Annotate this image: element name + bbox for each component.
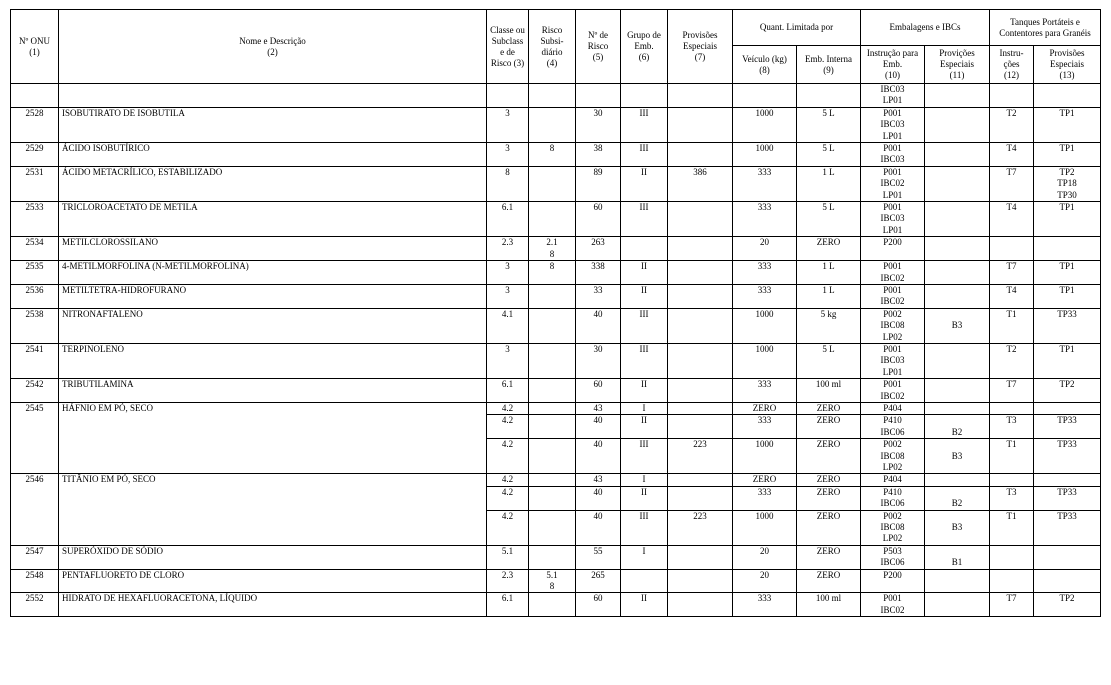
cell-numero-risco: 60 xyxy=(576,593,621,617)
cell-nome: HÁFNIO EM PÓ, SECO xyxy=(59,402,487,473)
cell-provisoes-especiais-13: TP33 xyxy=(1034,439,1101,474)
cell-risco-subsidiario xyxy=(529,343,576,378)
cell-veiculo xyxy=(733,84,797,108)
table-row xyxy=(11,593,1101,617)
cell-provisoes-especiais-13: TP1 xyxy=(1034,143,1101,167)
header-classe: Classe ou Subclass e de Risco (3) xyxy=(487,10,529,84)
cell-grupo: III xyxy=(621,202,668,237)
cell-instrucoes: T3 xyxy=(990,486,1034,510)
cell-numero-risco: 40 xyxy=(576,439,621,474)
cell-instrucoes: T4 xyxy=(990,284,1034,308)
cell-nome: PENTAFLUORETO DE CLORO xyxy=(59,569,487,593)
cell-grupo: III xyxy=(621,107,668,142)
cell-risco-subsidiario xyxy=(529,308,576,343)
cell-classe: 3 xyxy=(487,143,529,167)
cell-veiculo: 333 xyxy=(733,261,797,285)
cell-emb-interna: 1 L xyxy=(797,284,861,308)
cell-onu: 2545 xyxy=(11,402,59,473)
cell-provisoes xyxy=(668,84,733,108)
cell-veiculo: 333 xyxy=(733,202,797,237)
cell-instrucoes: T1 xyxy=(990,308,1034,343)
cell-instrucao: P200 xyxy=(861,569,925,593)
cell-onu: 2534 xyxy=(11,237,59,261)
table-row xyxy=(11,202,1101,237)
cell-classe: 2.3 xyxy=(487,237,529,261)
cell-classe: 4.2 xyxy=(487,474,529,486)
cell-emb-interna: 1 L xyxy=(797,166,861,201)
cell-emb-interna xyxy=(797,84,861,108)
cell-provisoes xyxy=(668,308,733,343)
cell-grupo: II xyxy=(621,486,668,510)
cell-emb-interna: ZERO xyxy=(797,510,861,545)
header-embalagens: Embalagens e IBCs xyxy=(861,10,990,46)
cell-risco-subsidiario xyxy=(529,402,576,414)
cell-instrucoes: T3 xyxy=(990,415,1034,439)
cell-grupo: III xyxy=(621,343,668,378)
cell-numero-risco: 265 xyxy=(576,569,621,593)
cell-classe: 4.2 xyxy=(487,402,529,414)
cell-classe: 5.1 xyxy=(487,545,529,569)
cell-instrucao: P410 IBC06 xyxy=(861,486,925,510)
cell-numero-risco: 40 xyxy=(576,486,621,510)
cell-classe: 6.1 xyxy=(487,379,529,403)
cell-veiculo: 333 xyxy=(733,593,797,617)
cell-nome: HIDRATO DE HEXAFLUORACETONA, LÍQUIDO xyxy=(59,593,487,617)
cell-grupo xyxy=(621,84,668,108)
cell-classe: 6.1 xyxy=(487,202,529,237)
cell-risco-subsidiario xyxy=(529,439,576,474)
cell-classe: 4.1 xyxy=(487,308,529,343)
cell-veiculo: 333 xyxy=(733,415,797,439)
cell-provisoes: 223 xyxy=(668,510,733,545)
cell-instrucao: P001 IBC02 xyxy=(861,379,925,403)
cell-provisoes-especiais-13 xyxy=(1034,84,1101,108)
cell-provicoes-especiais xyxy=(925,166,990,201)
cell-classe: 4.2 xyxy=(487,486,529,510)
cell-onu: 2529 xyxy=(11,143,59,167)
cell-numero-risco: 60 xyxy=(576,379,621,403)
cell-veiculo: 1000 xyxy=(733,107,797,142)
cell-onu: 2531 xyxy=(11,166,59,201)
cell-emb-interna: ZERO xyxy=(797,569,861,593)
cell-provicoes-especiais xyxy=(925,202,990,237)
cell-grupo: I xyxy=(621,474,668,486)
cell-grupo: III xyxy=(621,439,668,474)
cell-provisoes-especiais-13: TP1 xyxy=(1034,284,1101,308)
cell-onu: 2536 xyxy=(11,284,59,308)
cell-instrucao: P001 IBC02 xyxy=(861,261,925,285)
cell-numero-risco xyxy=(576,84,621,108)
table-row xyxy=(11,284,1101,308)
cell-onu: 2546 xyxy=(11,474,59,545)
table-row xyxy=(11,107,1101,142)
cell-instrucoes: T2 xyxy=(990,107,1034,142)
cell-provisoes-especiais-13 xyxy=(1034,474,1101,486)
cell-provisoes-especiais-13 xyxy=(1034,237,1101,261)
cell-instrucoes: T7 xyxy=(990,593,1034,617)
cell-instrucao: P200 xyxy=(861,237,925,261)
cell-numero-risco: 40 xyxy=(576,308,621,343)
cell-instrucao: P404 xyxy=(861,402,925,414)
cell-instrucao: P002 IBC08 LP02 xyxy=(861,510,925,545)
cell-provisoes xyxy=(668,545,733,569)
cell-instrucao: P001 IBC03 xyxy=(861,143,925,167)
cell-instrucoes: T7 xyxy=(990,379,1034,403)
cell-veiculo: 333 xyxy=(733,379,797,403)
cell-instrucao: P001 IBC02 xyxy=(861,593,925,617)
cell-nome: 4-METILMORFOLINA (N-METILMORFOLINA) xyxy=(59,261,487,285)
cell-instrucao: P001 IBC03 LP01 xyxy=(861,343,925,378)
cell-instrucoes: T4 xyxy=(990,143,1034,167)
cell-provisoes-especiais-13: TP2 TP18 TP30 xyxy=(1034,166,1101,201)
cell-numero-risco: 60 xyxy=(576,202,621,237)
cell-provicoes-especiais xyxy=(925,84,990,108)
cell-provisoes-especiais-13: TP1 xyxy=(1034,261,1101,285)
cell-instrucoes xyxy=(990,569,1034,593)
cell-provisoes xyxy=(668,343,733,378)
cell-veiculo: 1000 xyxy=(733,308,797,343)
cell-provisoes xyxy=(668,402,733,414)
cell-instrucoes: T7 xyxy=(990,166,1034,201)
cell-provisoes-especiais-13: TP1 xyxy=(1034,107,1101,142)
cell-nome: METILTETRA-HIDROFURANO xyxy=(59,284,487,308)
cell-instrucao: P001 IBC03 LP01 xyxy=(861,202,925,237)
cell-grupo: II xyxy=(621,415,668,439)
cell-emb-interna: 5 L xyxy=(797,343,861,378)
cell-nome: ÁCIDO METACRÍLICO, ESTABILIZADO xyxy=(59,166,487,201)
table-row xyxy=(11,402,1101,414)
cell-emb-interna: 5 L xyxy=(797,143,861,167)
cell-instrucao: P001 IBC02 LP01 xyxy=(861,166,925,201)
table-row xyxy=(11,569,1101,593)
cell-veiculo: ZERO xyxy=(733,474,797,486)
header-provicoes-especiais: Provições Especiais (11) xyxy=(925,46,990,84)
cell-risco-subsidiario xyxy=(529,510,576,545)
cell-grupo: III xyxy=(621,143,668,167)
header-instrucao: Instrução para Emb. (10) xyxy=(861,46,925,84)
cell-provisoes-especiais-13 xyxy=(1034,545,1101,569)
header-provisoes: Provisões Especiais (7) xyxy=(668,10,733,84)
cell-grupo: II xyxy=(621,379,668,403)
cell-provicoes-especiais: B3 xyxy=(925,439,990,474)
cell-provisoes: 223 xyxy=(668,439,733,474)
cell-instrucoes xyxy=(990,474,1034,486)
cell-emb-interna: 1 L xyxy=(797,261,861,285)
cell-instrucoes: T1 xyxy=(990,510,1034,545)
cell-classe: 2.3 xyxy=(487,569,529,593)
cell-onu: 2538 xyxy=(11,308,59,343)
cell-risco-subsidiario xyxy=(529,84,576,108)
cell-risco-subsidiario: 5.1 8 xyxy=(529,569,576,593)
cell-emb-interna: ZERO xyxy=(797,402,861,414)
cell-classe xyxy=(487,84,529,108)
cell-emb-interna: ZERO xyxy=(797,439,861,474)
cell-risco-subsidiario xyxy=(529,284,576,308)
cell-instrucao: P002 IBC08 LP02 xyxy=(861,439,925,474)
cell-classe: 8 xyxy=(487,166,529,201)
cell-emb-interna: 5 kg xyxy=(797,308,861,343)
cell-grupo: III xyxy=(621,308,668,343)
cell-numero-risco: 263 xyxy=(576,237,621,261)
header-quant-limitada: Quant. Limitada por xyxy=(733,10,861,46)
cell-instrucoes: T2 xyxy=(990,343,1034,378)
cell-numero-risco: 338 xyxy=(576,261,621,285)
table-row xyxy=(11,474,1101,486)
cell-provisoes xyxy=(668,593,733,617)
cell-instrucao: P410 IBC06 xyxy=(861,415,925,439)
cell-provisoes xyxy=(668,379,733,403)
cell-risco-subsidiario xyxy=(529,166,576,201)
cell-provisoes xyxy=(668,415,733,439)
cell-classe: 4.2 xyxy=(487,415,529,439)
cell-nome: TRIBUTILAMINA xyxy=(59,379,487,403)
cell-classe: 3 xyxy=(487,261,529,285)
cell-nome: SUPERÓXIDO DE SÓDIO xyxy=(59,545,487,569)
cell-instrucoes: T1 xyxy=(990,439,1034,474)
cell-grupo: II xyxy=(621,593,668,617)
table-header xyxy=(11,10,1101,84)
table-row xyxy=(11,379,1101,403)
cell-instrucoes xyxy=(990,402,1034,414)
cell-emb-interna: 100 ml xyxy=(797,593,861,617)
cell-provicoes-especiais xyxy=(925,343,990,378)
header-nome: Nome e Descrição (2) xyxy=(59,10,487,84)
cell-provicoes-especiais xyxy=(925,379,990,403)
cell-onu: 2548 xyxy=(11,569,59,593)
cell-provisoes: 386 xyxy=(668,166,733,201)
cell-provisoes-especiais-13 xyxy=(1034,402,1101,414)
cell-instrucao: IBC03 LP01 xyxy=(861,84,925,108)
cell-grupo: I xyxy=(621,402,668,414)
cell-grupo: II xyxy=(621,166,668,201)
cell-nome xyxy=(59,84,487,108)
cell-nome: TERPINOLENO xyxy=(59,343,487,378)
cell-provisoes-especiais-13: TP2 xyxy=(1034,379,1101,403)
cell-classe: 6.1 xyxy=(487,593,529,617)
cell-emb-interna: 100 ml xyxy=(797,379,861,403)
cell-veiculo: 20 xyxy=(733,237,797,261)
header-numero-risco: Nº de Risco (5) xyxy=(576,10,621,84)
cell-numero-risco: 89 xyxy=(576,166,621,201)
cell-veiculo: ZERO xyxy=(733,402,797,414)
table-body xyxy=(11,84,1101,617)
cell-provisoes xyxy=(668,143,733,167)
cell-onu: 2528 xyxy=(11,107,59,142)
cell-classe: 3 xyxy=(487,107,529,142)
cell-nome: ÁCIDO ISOBUTÍRICO xyxy=(59,143,487,167)
cell-onu: 2533 xyxy=(11,202,59,237)
cell-veiculo: 20 xyxy=(733,569,797,593)
cell-nome: METILCLOROSSILANO xyxy=(59,237,487,261)
cell-numero-risco: 43 xyxy=(576,474,621,486)
cell-provicoes-especiais xyxy=(925,261,990,285)
table-row xyxy=(11,84,1101,108)
header-emb-interna: Emb. Interna (9) xyxy=(797,46,861,84)
cell-instrucao: P002 IBC08 LP02 xyxy=(861,308,925,343)
cell-risco-subsidiario xyxy=(529,545,576,569)
header-veiculo: Veículo (kg) (8) xyxy=(733,46,797,84)
cell-risco-subsidiario xyxy=(529,593,576,617)
cell-instrucoes: T7 xyxy=(990,261,1034,285)
cell-veiculo: 1000 xyxy=(733,439,797,474)
cell-numero-risco: 55 xyxy=(576,545,621,569)
cell-numero-risco: 43 xyxy=(576,402,621,414)
cell-provicoes-especiais xyxy=(925,402,990,414)
cell-numero-risco: 30 xyxy=(576,343,621,378)
cell-veiculo: 1000 xyxy=(733,343,797,378)
table-row xyxy=(11,237,1101,261)
cell-nome: ISOBUTIRATO DE ISOBUTILA xyxy=(59,107,487,142)
cell-provicoes-especiais xyxy=(925,143,990,167)
cell-onu xyxy=(11,84,59,108)
cell-instrucoes xyxy=(990,237,1034,261)
cell-grupo: II xyxy=(621,284,668,308)
header-tanques: Tanques Portáteis e Contentores para Granéis xyxy=(990,10,1101,46)
cell-grupo: III xyxy=(621,510,668,545)
cell-veiculo: 1000 xyxy=(733,510,797,545)
cell-provisoes-especiais-13: TP1 xyxy=(1034,202,1101,237)
cell-provisoes xyxy=(668,107,733,142)
cell-numero-risco: 40 xyxy=(576,510,621,545)
cell-grupo xyxy=(621,569,668,593)
cell-risco-subsidiario xyxy=(529,474,576,486)
cell-nome: TRICLOROACETATO DE METILA xyxy=(59,202,487,237)
cell-provicoes-especiais xyxy=(925,237,990,261)
cell-provisoes-especiais-13 xyxy=(1034,569,1101,593)
cell-provicoes-especiais xyxy=(925,107,990,142)
cell-provisoes xyxy=(668,237,733,261)
cell-grupo: II xyxy=(621,261,668,285)
cell-provicoes-especiais xyxy=(925,284,990,308)
cell-risco-subsidiario: 8 xyxy=(529,143,576,167)
cell-onu: 2552 xyxy=(11,593,59,617)
cell-risco-subsidiario: 2.1 8 xyxy=(529,237,576,261)
cell-veiculo: 333 xyxy=(733,284,797,308)
cell-emb-interna: ZERO xyxy=(797,474,861,486)
cell-instrucao: P503 IBC06 xyxy=(861,545,925,569)
cell-classe: 4.2 xyxy=(487,439,529,474)
header-grupo-emb: Grupo de Emb. (6) xyxy=(621,10,668,84)
cell-provisoes xyxy=(668,202,733,237)
cell-provisoes-especiais-13: TP33 xyxy=(1034,486,1101,510)
cell-provisoes-especiais-13: TP33 xyxy=(1034,415,1101,439)
cell-instrucoes xyxy=(990,84,1034,108)
cell-emb-interna: ZERO xyxy=(797,545,861,569)
cell-provisoes-especiais-13: TP33 xyxy=(1034,510,1101,545)
cell-provisoes xyxy=(668,284,733,308)
cell-provisoes xyxy=(668,474,733,486)
table-row xyxy=(11,545,1101,569)
cell-numero-risco: 30 xyxy=(576,107,621,142)
cell-numero-risco: 40 xyxy=(576,415,621,439)
cell-provisoes-especiais-13: TP1 xyxy=(1034,343,1101,378)
cell-numero-risco: 33 xyxy=(576,284,621,308)
cell-veiculo: 1000 xyxy=(733,143,797,167)
cell-emb-interna: 5 L xyxy=(797,107,861,142)
dangerous-goods-table xyxy=(10,9,1101,617)
header-risco-subsidiario: Risco Subsi- diário (4) xyxy=(529,10,576,84)
cell-veiculo: 333 xyxy=(733,166,797,201)
cell-risco-subsidiario xyxy=(529,202,576,237)
cell-risco-subsidiario xyxy=(529,107,576,142)
cell-risco-subsidiario xyxy=(529,379,576,403)
document-page xyxy=(10,9,1100,617)
cell-provisoes xyxy=(668,486,733,510)
cell-provicoes-especiais xyxy=(925,569,990,593)
cell-classe: 3 xyxy=(487,284,529,308)
table-row xyxy=(11,166,1101,201)
cell-numero-risco: 38 xyxy=(576,143,621,167)
cell-provisoes xyxy=(668,569,733,593)
cell-risco-subsidiario xyxy=(529,415,576,439)
cell-nome: NITRONAFTALENO xyxy=(59,308,487,343)
cell-risco-subsidiario xyxy=(529,486,576,510)
cell-provicoes-especiais: B2 xyxy=(925,486,990,510)
cell-provicoes-especiais: B1 xyxy=(925,545,990,569)
table-row xyxy=(11,343,1101,378)
header-instrucoes: Instru- ções (12) xyxy=(990,46,1034,84)
cell-onu: 2542 xyxy=(11,379,59,403)
cell-grupo: I xyxy=(621,545,668,569)
cell-classe: 3 xyxy=(487,343,529,378)
cell-veiculo: 333 xyxy=(733,486,797,510)
cell-grupo xyxy=(621,237,668,261)
cell-onu: 2541 xyxy=(11,343,59,378)
cell-nome: TITÂNIO EM PÓ, SECO xyxy=(59,474,487,545)
cell-emb-interna: ZERO xyxy=(797,486,861,510)
cell-onu: 2547 xyxy=(11,545,59,569)
cell-instrucoes: T4 xyxy=(990,202,1034,237)
cell-onu: 2535 xyxy=(11,261,59,285)
cell-provicoes-especiais xyxy=(925,593,990,617)
cell-instrucao: P404 xyxy=(861,474,925,486)
cell-instrucao: P001 IBC02 xyxy=(861,284,925,308)
cell-provicoes-especiais: B3 xyxy=(925,308,990,343)
cell-veiculo: 20 xyxy=(733,545,797,569)
cell-instrucao: P001 IBC03 LP01 xyxy=(861,107,925,142)
cell-provisoes-especiais-13: TP2 xyxy=(1034,593,1101,617)
cell-emb-interna: ZERO xyxy=(797,415,861,439)
cell-emb-interna: 5 L xyxy=(797,202,861,237)
table-row xyxy=(11,308,1101,343)
table-row xyxy=(11,261,1101,285)
cell-provicoes-especiais: B3 xyxy=(925,510,990,545)
cell-emb-interna: ZERO xyxy=(797,237,861,261)
header-provisoes-especiais-13: Provisões Especiais (13) xyxy=(1034,46,1101,84)
cell-risco-subsidiario: 8 xyxy=(529,261,576,285)
cell-provisoes-especiais-13: TP33 xyxy=(1034,308,1101,343)
table-row xyxy=(11,143,1101,167)
header-onu: Nº ONU (1) xyxy=(11,10,59,84)
cell-instrucoes xyxy=(990,545,1034,569)
cell-provicoes-especiais xyxy=(925,474,990,486)
cell-provisoes xyxy=(668,261,733,285)
cell-classe: 4.2 xyxy=(487,510,529,545)
cell-provicoes-especiais: B2 xyxy=(925,415,990,439)
